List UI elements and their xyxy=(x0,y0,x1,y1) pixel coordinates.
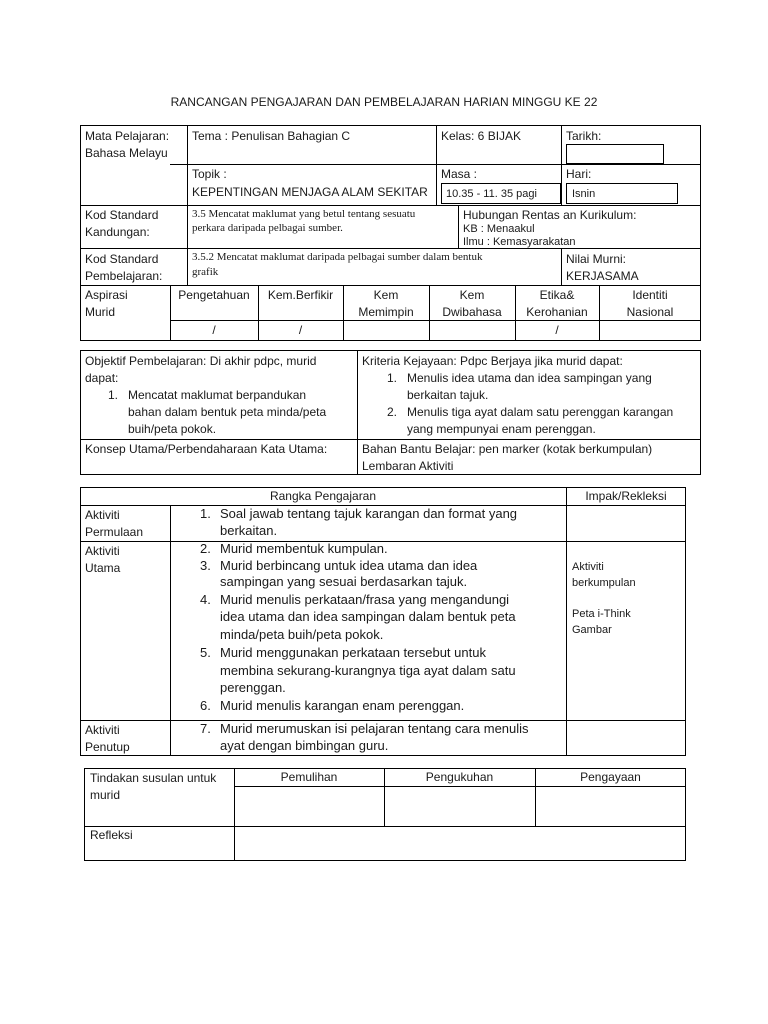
permulaan-list xyxy=(200,506,517,539)
aspirasi-kem-memimpin: Kem xyxy=(373,288,399,302)
aspirasi-mark: / xyxy=(555,323,559,337)
hubungan-ilmu: Ilmu : Kemasyarakatan xyxy=(463,236,576,248)
activity-item xyxy=(200,506,517,539)
aspirasi-pengetahuan: Pengetahuan xyxy=(178,288,250,302)
aspirasi-etika: Etika& xyxy=(539,288,575,302)
aspirasi-label: Aspirasi xyxy=(85,288,128,302)
pemulihan-header: Pemulihan xyxy=(280,770,338,784)
aspirasi-kem-memimpin-2: Memimpin xyxy=(358,305,414,319)
tindakan-label-2: murid xyxy=(90,788,121,802)
refleksi-label: Refleksi xyxy=(90,828,133,842)
mata-pelajaran-value: Bahasa Melayu xyxy=(85,146,168,160)
kod-pembelajaran-value-2: grafik xyxy=(192,266,219,278)
penutup-label-2: Penutup xyxy=(85,740,130,754)
activity-item xyxy=(200,698,516,715)
activity-item xyxy=(200,541,516,558)
kriteria-item xyxy=(387,370,673,404)
nilai-value: KERJASAMA xyxy=(566,269,639,283)
aspirasi-identiti: Identiti xyxy=(632,288,668,302)
activity-item xyxy=(200,645,516,697)
activity-item xyxy=(200,721,529,754)
rangka-header: Rangka Pengajaran xyxy=(269,489,377,503)
activity-item-num: 4. xyxy=(200,591,211,607)
activity-item-line: Murid menggunakan perkataan tersebut untuk xyxy=(220,645,486,660)
activity-item-line: Murid berbincang untuk idea utama dan idea xyxy=(220,557,478,573)
mata-pelajaran-label: Mata Pelajaran: xyxy=(85,129,170,143)
objektif-item xyxy=(108,387,326,438)
activity-item-line: idea utama dan idea sampingan dalam bentuk peta xyxy=(220,609,516,624)
activity-item-line: ayat dengan bimbingan guru. xyxy=(220,737,389,753)
activity-item-line: membina sekurang-kurangnya tiga ayat dalam satu xyxy=(220,662,516,678)
tema: Tema : Penulisan Bahagian C xyxy=(192,129,351,143)
kod-pembelajaran-label: Kod Standard xyxy=(85,252,159,266)
penutup-label: Aktiviti xyxy=(85,723,120,737)
activity-item-line: Murid menulis perkataan/frasa yang mengandungi xyxy=(220,591,510,607)
activity-item-line: berkaitan. xyxy=(220,522,278,538)
kriteria-intro: Kriteria Kejayaan: Pdpc Berjaya jika murid dapat: xyxy=(362,354,623,368)
konsep-label: Konsep Utama/Perbendaharaan Kata Utama: xyxy=(85,442,328,456)
topik-value: KEPENTINGAN MENJAGA ALAM SEKITAR xyxy=(192,185,428,199)
activity-item-line: Murid merumuskan isi pelajaran tentang cara menulis xyxy=(220,721,529,736)
activity-item-line: Soal jawab tentang tajuk karangan dan format yang xyxy=(220,506,518,521)
permulaan-label-2: Permulaan xyxy=(85,525,144,539)
impak-text: berkumpulan xyxy=(572,577,636,589)
penutup-list xyxy=(200,721,529,754)
objektif-intro: Objektif Pembelajaran: Di akhir pdpc, murid xyxy=(85,354,317,368)
aspirasi-label-2: Murid xyxy=(85,305,116,319)
bahan-label: Bahan Bantu Belajar: pen marker (kotak berkumpulan) xyxy=(362,442,653,456)
activity-item-line: sampingan yang sesuai berdasarkan tajuk. xyxy=(220,574,468,589)
aspirasi-kem-berfikir: Kem.Berfikir xyxy=(267,288,334,302)
activity-item-num: 5. xyxy=(200,645,211,660)
kriteria-item-num: 1. xyxy=(387,371,398,385)
kelas: Kelas: 6 BIJAK xyxy=(441,129,522,143)
objektif-item-line: Mencatat maklumat berpandukan xyxy=(128,388,307,402)
tarikh-box xyxy=(566,144,664,164)
utama-list xyxy=(200,541,516,714)
nilai-label: Nilai Murni: xyxy=(566,252,627,266)
aspirasi-identiti-2: Nasional xyxy=(626,305,674,319)
kriteria-item-line: berkaitan tajuk. xyxy=(407,388,489,402)
aspirasi-mark: / xyxy=(212,323,216,337)
kod-kandungan-label: Kod Standard xyxy=(85,208,159,222)
kod-kandungan-label-2: Kandungan: xyxy=(85,225,150,239)
impak-text: Gambar xyxy=(572,624,612,636)
masa-label: Masa : xyxy=(441,167,478,181)
impak-text: Aktiviti xyxy=(572,561,604,573)
kod-pembelajaran-value: 3.5.2 Mencatat maklumat daripada pelbagai sumber dalam bentuk xyxy=(192,251,483,263)
kriteria-item-line: Menulis tiga ayat dalam satu perenggan karangan xyxy=(407,405,674,419)
masa-value: 10.35 - 11. 35 pagi xyxy=(446,188,537,200)
activity-item-line: minda/peta buih/peta pokok. xyxy=(220,626,384,642)
tindakan-label: Tindakan susulan untuk xyxy=(90,771,217,785)
kod-kandungan-value-2: perkara daripada pelbagai sumber. xyxy=(192,222,343,234)
hari-value: Isnin xyxy=(572,188,596,200)
utama-label: Aktiviti xyxy=(85,544,120,558)
objektif-item-line: bahan dalam bentuk peta minda/peta xyxy=(128,405,327,419)
permulaan-label: Aktiviti xyxy=(85,508,120,522)
impak-header: Impak/Rekleksi xyxy=(585,489,667,503)
kod-pembelajaran-label-2: Pembelajaran: xyxy=(85,269,163,283)
objektif-item-num: 1. xyxy=(108,388,119,402)
hubungan-label: Hubungan Rentas an Kurikulum: xyxy=(463,208,637,222)
aspirasi-kem-dwibahasa-2: Dwibahasa xyxy=(442,305,502,319)
activity-item-num: 2. xyxy=(200,541,211,556)
objektif-intro-2: dapat: xyxy=(85,371,119,385)
kod-kandungan-value: 3.5 Mencatat maklumat yang betul tentang sesuatu xyxy=(192,208,416,220)
tarikh-label: Tarikh: xyxy=(566,129,602,143)
topik-label: Topik : xyxy=(192,167,227,181)
bahan-label-2: Lembaran Aktiviti xyxy=(362,459,454,473)
kriteria-item xyxy=(387,404,673,438)
activity-item-num: 7. xyxy=(200,721,211,736)
kriteria-item-num: 2. xyxy=(387,405,398,419)
aspirasi-etika-2: Kerohanian xyxy=(526,305,588,319)
objektif-list xyxy=(108,387,326,438)
objektif-item-line: buih/peta pokok. xyxy=(128,422,217,436)
activity-item-num: 6. xyxy=(200,697,211,713)
aspirasi-mark: / xyxy=(298,323,303,337)
utama-label-2: Utama xyxy=(85,561,121,575)
hubungan-kb: KB : Menaakul xyxy=(463,223,535,235)
activity-item-line: Murid menulis karangan enam perenggan. xyxy=(220,697,465,713)
kriteria-item-line: Menulis idea utama dan idea sampingan yang xyxy=(407,371,652,385)
activity-item-num: 3. xyxy=(200,557,211,573)
activity-item xyxy=(200,558,516,591)
activity-item-line: Murid membentuk kumpulan. xyxy=(220,541,388,556)
activity-item-line: perenggan. xyxy=(220,680,286,695)
kriteria-list xyxy=(387,370,673,438)
page-title: RANCANGAN PENGAJARAN DAN PEMBELAJARAN HARIAN MINGGU KE 22 xyxy=(170,95,598,109)
activity-item xyxy=(200,592,516,644)
hari-label: Hari: xyxy=(566,167,592,181)
pengayaan-header: Pengayaan xyxy=(580,770,641,784)
kriteria-item-line: yang mempunyai enam perenggan. xyxy=(407,422,596,436)
pengukuhan-header: Pengukuhan xyxy=(425,770,494,784)
impak-text: Peta i-Think xyxy=(572,608,631,620)
aspirasi-kem-dwibahasa: Kem xyxy=(459,288,485,302)
activity-item-num: 1. xyxy=(200,506,211,521)
